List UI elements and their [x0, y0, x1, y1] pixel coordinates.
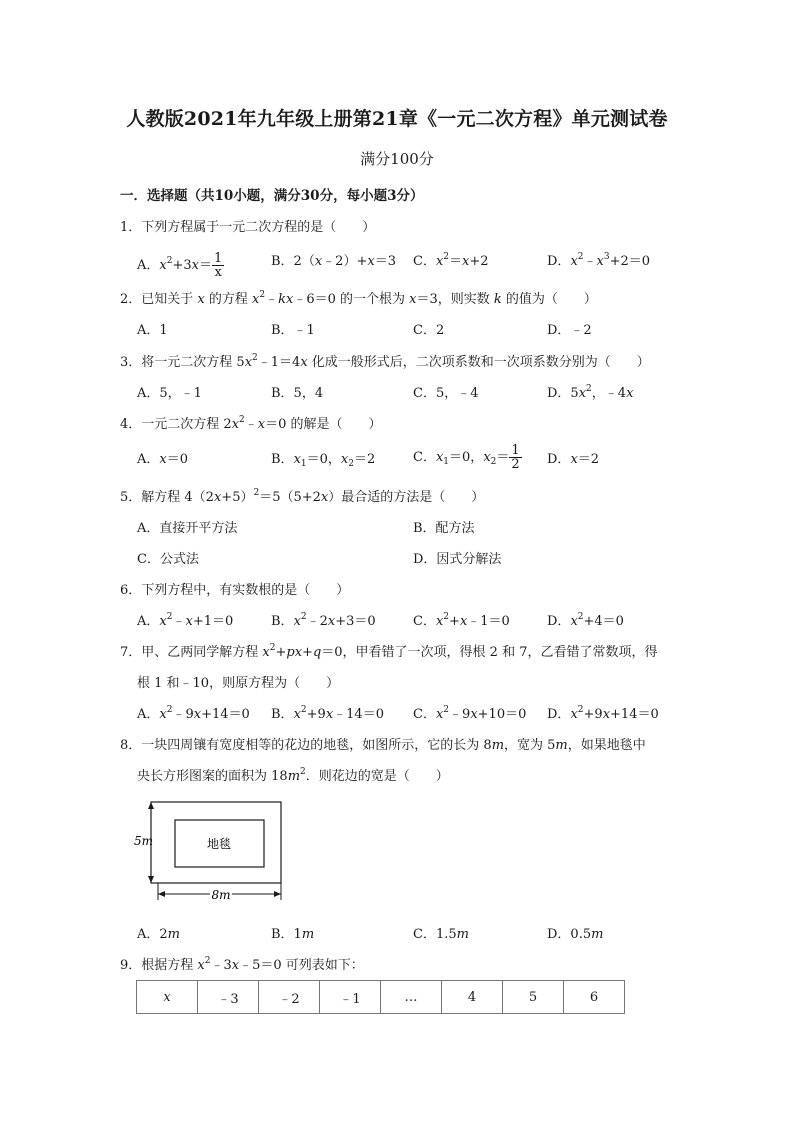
arrow-down-icon	[148, 876, 154, 883]
question-7-option-c: C．$x^2﹣9x+10=0$	[413, 705, 527, 722]
fraction: $\frac{1}{2}$	[511, 443, 520, 472]
question-5-option-b: B．配方法	[413, 521, 475, 536]
length-label: 8m	[211, 888, 231, 902]
question-4-option-c: C．$x_1=0$，$x_2=$ $\frac{1}{2}$	[413, 443, 520, 472]
table-cell: ﹣2	[259, 981, 320, 1014]
question-5-option-c: C．公式法	[137, 552, 199, 567]
question-2-option-b: B．﹣1	[271, 323, 315, 338]
question-6-option-b: B．$x^2﹣2x+3=0$	[271, 612, 376, 629]
table-cell: 5	[503, 981, 564, 1014]
question-8-stem-continued: 央长方形图案的面积为 $18m^2$．则花边的宽是（ ）	[137, 767, 449, 784]
question-5-option-d: D．因式分解法	[413, 552, 502, 567]
question-7-option-a: A．$x^2﹣9x+14=0$	[137, 705, 250, 722]
arrow-right-icon	[274, 891, 281, 897]
question-4-option-b: B．$x_1=0$，$x_2=2$	[271, 452, 376, 469]
table-cell: 4	[442, 981, 503, 1014]
table-cell: x	[137, 981, 198, 1014]
table-cell: 6	[564, 981, 625, 1014]
question-4-option-a: A．x＝0	[137, 452, 189, 467]
page-subtitle: 满分100分	[360, 150, 434, 168]
question-1-stem: 1．下列方程属于一元二次方程的是（ ）	[120, 220, 376, 235]
question-3-option-d: D．$5x^2$，﹣4x	[547, 384, 634, 401]
question-7-option-b: B．$x^2+9x﹣14=0$	[271, 705, 384, 722]
fraction: $\frac{1}{x}$	[214, 251, 223, 280]
table-cell: ﹣1	[320, 981, 381, 1014]
question-8-option-d: D．0.5m	[547, 927, 604, 942]
question-8-option-a: A．2m	[137, 927, 180, 942]
question-4-option-d: D．x＝2	[547, 452, 600, 467]
page-title: 人教版2021年九年级上册第21章《一元二次方程》单元测试卷	[126, 108, 668, 130]
question-8-option-b: B．1m	[271, 927, 315, 942]
question-2-option-d: D．﹣2	[547, 323, 592, 338]
table-row	[137, 981, 625, 1014]
question-5-stem: 5．解方程 $4(2x+5)^2=5(5+2x)$最合适的方法是（ ）	[120, 488, 485, 505]
question-4-stem: 4．一元二次方程 $2x^2﹣x=0$ 的解是（ ）	[120, 415, 382, 432]
arrow-left-icon	[158, 891, 165, 897]
question-6-stem: 6．下列方程中，有实数根的是（ ）	[120, 583, 350, 598]
question-8-stem: 8．一块四周镶有宽度相等的花边的地毯，如图所示，它的长为 8m，宽为 5m，如果地毯中	[120, 738, 646, 753]
question-1-option-b: B．2（x﹣2）+x＝3	[271, 254, 396, 269]
rug-figure	[132, 796, 292, 908]
question-2-stem: 2．已知关于 x 的方程 $x^2﹣kx﹣6=0$ 的一个根为 x＝3，则实数 k 的值为（ ）	[120, 290, 597, 307]
question-3-option-a: A．5，﹣1	[137, 386, 202, 401]
arrow-up-icon	[148, 802, 154, 809]
question-3-stem: 3．将一元二次方程 $5x^2﹣1=4x$ 化成一般形式后，二次项系数和一次项系数分别为（ ）	[120, 353, 650, 370]
question-9-table	[136, 980, 625, 1014]
table-cell: …	[381, 981, 442, 1014]
question-1-option-d: D．$x^2﹣x^3+2=0$	[547, 252, 651, 269]
question-2-option-c: C．2	[413, 323, 445, 338]
question-6-option-a: A．$x^2﹣x+1=0$	[137, 612, 234, 629]
question-7-stem-continued: 根 1 和﹣10，则原方程为（ ）	[137, 676, 340, 691]
question-6-option-c: C．$x^2+x﹣1=0$	[413, 612, 510, 629]
question-7-option-d: D．$x^2+9x+14=0$	[547, 705, 659, 722]
question-2-option-a: A．1	[137, 323, 168, 338]
question-3-option-b: B．5，4	[271, 386, 324, 401]
width-label: 5m	[134, 834, 154, 848]
rug-inner-label: 地毯	[206, 837, 232, 851]
question-7-stem: 7．甲、乙两同学解方程 $x^2+px+q=0$，甲看错了一次项，得根 2 和 7，乙看错了常数项，得	[120, 643, 658, 660]
question-3-option-c: C．5，﹣4	[413, 386, 479, 401]
question-9-stem: 9．根据方程 $x^2﹣3x﹣5=0$ 可列表如下：	[120, 956, 364, 973]
question-8-option-c: C．1.5m	[413, 927, 469, 942]
section-heading: 一．选择题（共10小题，满分30分，每小题3分）	[120, 188, 424, 204]
question-1-option-a: A．$x^2+3x=$ $\frac{1}{x}$	[137, 251, 223, 280]
question-6-option-d: D．$x^2+4=0$	[547, 612, 624, 629]
table-cell: ﹣3	[198, 981, 259, 1014]
question-1-option-c: C．$x^2=x+2$	[413, 252, 489, 269]
question-5-option-a: A．直接开平方法	[137, 521, 238, 536]
